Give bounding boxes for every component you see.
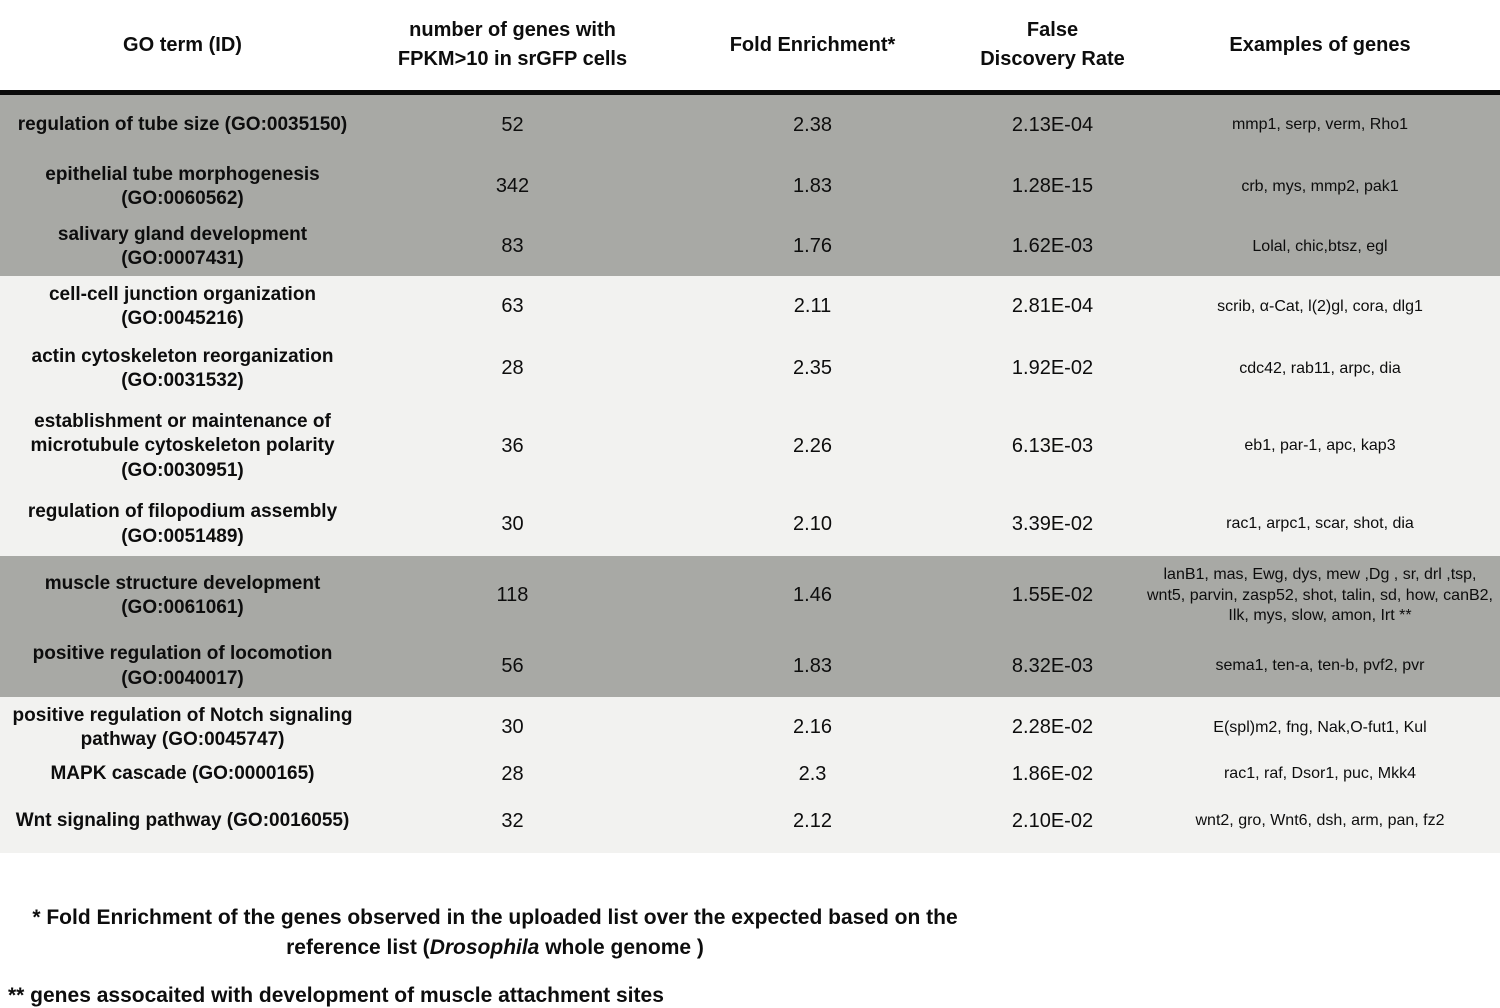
fold-enrichment-cell: 2.11 xyxy=(793,295,832,318)
examples-cell: mmp1, serp, verm, Rho1 xyxy=(1231,116,1409,134)
go-term-cell: positive regulation of Notch signaling pathway (GO:0045747) xyxy=(12,704,353,750)
fdr-cell: 1.92E-02 xyxy=(1011,357,1094,380)
header-gene-count-line2: FPKM>10 in srGFP cells xyxy=(397,48,628,70)
fdr-cell: 2.28E-02 xyxy=(1011,716,1094,739)
gene-count-cell: 56 xyxy=(501,654,524,677)
fold-enrichment-cell: 2.26 xyxy=(793,434,832,457)
table-row xyxy=(0,276,1500,338)
fdr-cell: 2.10E-02 xyxy=(1011,809,1094,832)
fdr-cell: 6.13E-03 xyxy=(1011,434,1094,457)
table-row xyxy=(0,759,1500,790)
header-fdr-line1: False xyxy=(1026,19,1079,41)
header-gene-count xyxy=(365,0,660,90)
fold-enrichment-footnote-italic: Drosophila xyxy=(429,936,540,960)
header-go-term xyxy=(0,0,365,90)
examples-cell: scrib, α-Cat, l(2)gl, cora, dlg1 xyxy=(1217,297,1423,315)
table-row xyxy=(0,636,1500,697)
go-term-cell: regulation of tube size (GO:0035150) xyxy=(17,114,348,136)
fdr-cell: 1.86E-02 xyxy=(1011,762,1094,785)
gene-count-cell: 28 xyxy=(501,357,524,380)
fold-enrichment-footnote-text: * Fold Enrichment of the genes observed in the uploaded list over the expected based on the reference list ( xyxy=(32,906,958,960)
fold-enrichment-cell: 2.3 xyxy=(798,762,827,785)
header-fdr xyxy=(965,0,1140,90)
examples-cell: rac1, raf, Dsor1, puc, Mkk4 xyxy=(1223,765,1417,783)
fold-enrichment-cell: 2.35 xyxy=(793,357,832,380)
table-row xyxy=(0,95,1500,156)
gene-count-cell: 36 xyxy=(501,434,524,457)
fdr-cell: 2.13E-04 xyxy=(1011,113,1094,136)
gene-count-cell: 52 xyxy=(501,113,524,136)
gene-count-cell: 83 xyxy=(501,235,524,258)
header-gene-count-line1: number of genes with xyxy=(409,19,616,41)
fold-enrichment-cell: 1.46 xyxy=(793,584,832,607)
table-row xyxy=(0,400,1500,493)
fdr-cell: 2.81E-04 xyxy=(1011,295,1094,318)
table-header-row xyxy=(0,0,1500,95)
fdr-cell: 1.62E-03 xyxy=(1011,235,1094,258)
fold-enrichment-cell: 2.10 xyxy=(793,512,832,535)
fdr-cell: 1.28E-15 xyxy=(1011,175,1094,198)
go-term-cell: actin cytoskeleton reorganization (GO:0031532) xyxy=(31,345,334,391)
gene-count-cell: 118 xyxy=(496,584,529,607)
go-term-cell: salivary gland development (GO:0007431) xyxy=(57,223,308,269)
table-row xyxy=(0,156,1500,218)
gene-count-cell: 30 xyxy=(501,512,524,535)
go-term-cell: epithelial tube morphogenesis (GO:0060562) xyxy=(45,163,320,209)
header-go-term-label: GO term (ID) xyxy=(123,33,242,56)
examples-cell: cdc42, rab11, arpc, dia xyxy=(1239,359,1401,377)
fold-enrichment-cell: 2.16 xyxy=(793,716,832,739)
go-term-cell: regulation of filopodium assembly (GO:0051489) xyxy=(27,501,338,547)
examples-cell: eb1, par-1, apc, kap3 xyxy=(1244,437,1396,455)
table-row xyxy=(0,697,1500,759)
table-row xyxy=(0,790,1500,853)
header-examples xyxy=(1140,0,1500,90)
table-row xyxy=(0,556,1500,636)
go-term-cell: cell-cell junction organization (GO:0045216) xyxy=(48,283,317,329)
fold-enrichment-footnote xyxy=(0,903,990,964)
fdr-cell: 8.32E-03 xyxy=(1011,654,1094,677)
go-term-cell: Wnt signaling pathway (GO:0016055) xyxy=(15,810,350,832)
fold-enrichment-cell: 2.38 xyxy=(793,113,832,136)
table-row xyxy=(0,218,1500,276)
examples-cell: E(spl)m2, fng, Nak,O-fut1, Kul xyxy=(1213,718,1427,736)
examples-cell: lanB1, mas, Ewg, dys, mew ,Dg , sr, drl ,tsp, wnt5, parvin, zasp52, shot, talin, sd, how, canB2, Ilk, mys, slow, amon, Irt ** xyxy=(1147,566,1493,625)
examples-cell: wnt2, gro, Wnt6, dsh, arm, pan, fz2 xyxy=(1195,812,1445,830)
gene-count-cell: 342 xyxy=(495,175,530,198)
examples-cell: Lolal, chic,btsz, egl xyxy=(1252,237,1388,255)
fold-enrichment-cell: 1.83 xyxy=(793,175,832,198)
gene-count-cell: 63 xyxy=(501,295,524,318)
header-examples-label: Examples of genes xyxy=(1229,33,1411,56)
fdr-cell: 1.55E-02 xyxy=(1011,584,1094,607)
examples-cell: crb, mys, mmp2, pak1 xyxy=(1241,177,1399,195)
muscle-attachment-footnote: ** genes assocaited with development of muscle attachment sites xyxy=(8,983,664,1007)
go-term-cell: MAPK cascade (GO:0000165) xyxy=(50,763,315,785)
go-term-cell: muscle structure development (GO:0061061) xyxy=(44,572,321,618)
header-fold-enrichment-label: Fold Enrichment* xyxy=(729,33,896,56)
examples-cell: sema1, ten-a, ten-b, pvf2, pvr xyxy=(1215,657,1425,675)
table-row xyxy=(0,338,1500,400)
fold-enrichment-cell: 1.76 xyxy=(793,235,832,258)
go-term-cell: establishment or maintenance of microtubule cytoskeleton polarity (GO:0030951) xyxy=(30,411,335,481)
gene-count-cell: 28 xyxy=(501,762,524,785)
table-row xyxy=(0,493,1500,556)
fold-enrichment-cell: 2.12 xyxy=(793,809,832,832)
gene-count-cell: 32 xyxy=(501,809,524,832)
header-fold-enrichment xyxy=(660,0,965,90)
header-fdr-line2: Discovery Rate xyxy=(980,48,1125,70)
fdr-cell: 3.39E-02 xyxy=(1011,512,1094,535)
examples-cell: rac1, arpc1, scar, shot, dia xyxy=(1226,515,1414,533)
fold-enrichment-footnote-suffix: whole genome ) xyxy=(539,936,704,960)
fold-enrichment-cell: 1.83 xyxy=(793,654,832,677)
gene-count-cell: 30 xyxy=(501,716,524,739)
go-term-cell: positive regulation of locomotion (GO:0040017) xyxy=(32,643,333,689)
